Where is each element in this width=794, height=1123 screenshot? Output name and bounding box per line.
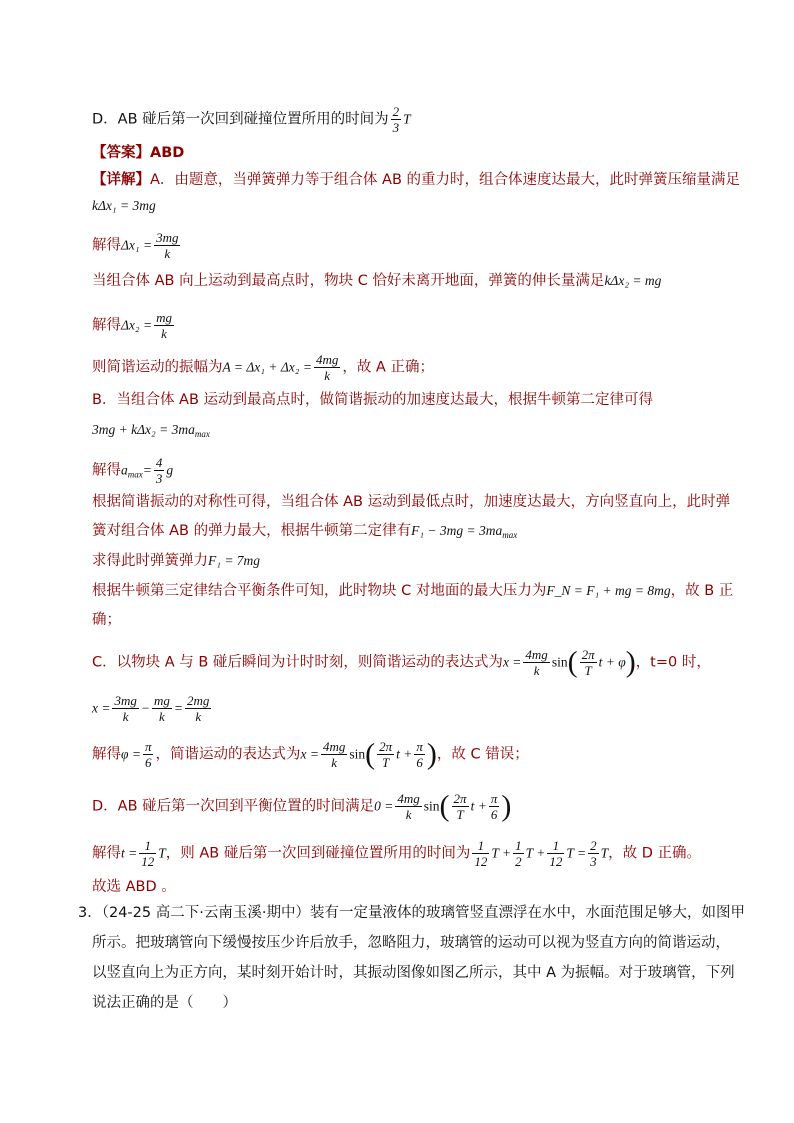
fraction: $\frac{2}{3}$ <box>392 104 400 135</box>
question-3-line1: 3．（24-25 高二下·云南玉溪·期中）装有一定量液体的玻璃管竖直漂浮在水中，水面范围足够大，如图甲 <box>78 905 745 921</box>
detail-a-solve1: 解得Δx₁ = $\frac{3mg}{k}$ <box>92 230 179 261</box>
detail-b-eq1: $3mg + k\Delta x_2 = 3ma_{max}$ <box>92 422 210 439</box>
detail-a-text2: 当组合体 AB 向上运动到最高点时，物块 C 恰好未离开地面，弹簧的伸长量满足kΔx₂ = mg <box>92 273 662 289</box>
detail-b-solve: 解得$a_{max}=$ $\frac{4}{3}$ g <box>92 455 174 486</box>
detail-a-amplitude: 则简谐运动的振幅为A = Δx₁ + Δx₂ = $\frac{4mg}{k}$ ，故 A 正确； <box>92 352 434 383</box>
detail-b-text: B．当组合体 AB 运动到最高点时，做简谐振动的加速度达最大，根据牛顿第二定律可得 <box>92 392 654 408</box>
detail-b-text4: 求得此时弹簧弹力F₁ = 7mg <box>92 553 261 569</box>
option-d-top: D．AB 碰后第一次回到碰撞位置所用的时间为 $\frac{2}{3}$ T <box>92 104 411 135</box>
detail-c-text: C．以物块 A 与 B 碰后瞬间为计时时刻，则简谐运动的表达式为x = $\frac{4mg}{k}$ sin( $\frac{2\pi}{T}$ t + φ)，t=0 时， <box>92 645 711 679</box>
detail-b-text3: 簧对组合体 AB 的弹力最大，根据牛顿第二定律有$F_1 - 3mg = 3ma_{max}$ <box>92 523 518 540</box>
detail-c-eq: x = $\frac{3mg}{k}$ − $\frac{mg}{k}$ = $\frac{2mg}{k}$ <box>92 693 210 724</box>
detail-a-eq1: kΔx₁ = 3mg <box>92 198 156 213</box>
detail-b-text6: 确； <box>92 612 121 628</box>
detail-a-text: 【详解】A．由题意，当弹簧弹力等于组合体 AB 的重力时，组合体速度达最大，此时弹簧压缩量满足 <box>92 172 741 188</box>
answer-line: 【答案】ABD <box>92 145 185 161</box>
question-number: 3． <box>78 905 102 921</box>
detail-d-solve: 解得t = $\frac{1}{12}$ T，则 AB 碰后第一次回到碰撞位置所用的时间为 $\frac{1}{12}$ T + $\frac{1}{2}$ T + $\frac{1}{12}$ T = $\frac{2}{3}$ T，故 D 正确。 <box>92 838 702 869</box>
conclusion: 故选 ABD 。 <box>92 879 176 895</box>
detail-c-solve: 解得φ = $\frac{\pi}{6}$ ，简谐运动的表达式为x = $\frac{4mg}{k}$ sin( $\frac{2\pi}{T}$ t + $\frac{\pi}{6}$ )，故 C 错误； <box>92 737 529 771</box>
detail-b-text2: 根据简谐振动的对称性可得，当组合体 AB 运动到最低点时，加速度达最大，方向竖直向上，此时弹 <box>92 494 731 510</box>
detail-b-text5: 根据牛顿第三定律结合平衡条件可知，此时物块 C 对地面的最大压力为F_N = F₁ + mg = 8mg，故 B 正 <box>92 583 734 599</box>
question-3-line4: 说法正确的是（ ） <box>92 995 237 1011</box>
detail-d-text: D．AB 碰后第一次回到平衡位置的时间满足0 = $\frac{4mg}{k}$ sin( $\frac{2\pi}{T}$ t + $\frac{\pi}{6}$ ) <box>92 789 512 823</box>
detail-a-solve2: 解得Δx₂ = $\frac{mg}{k}$ <box>92 310 172 341</box>
question-3-line3: 以竖直向上为正方向，某时刻开始计时，其振动图像如图乙所示，其中 A 为振幅。对于玻璃管，下列 <box>92 965 735 981</box>
question-3-line2: 所示。把玻璃管向下缓慢按压少许后放手，忽略阻力，玻璃管的运动可以视为竖直方向的简谐运动， <box>92 935 730 951</box>
